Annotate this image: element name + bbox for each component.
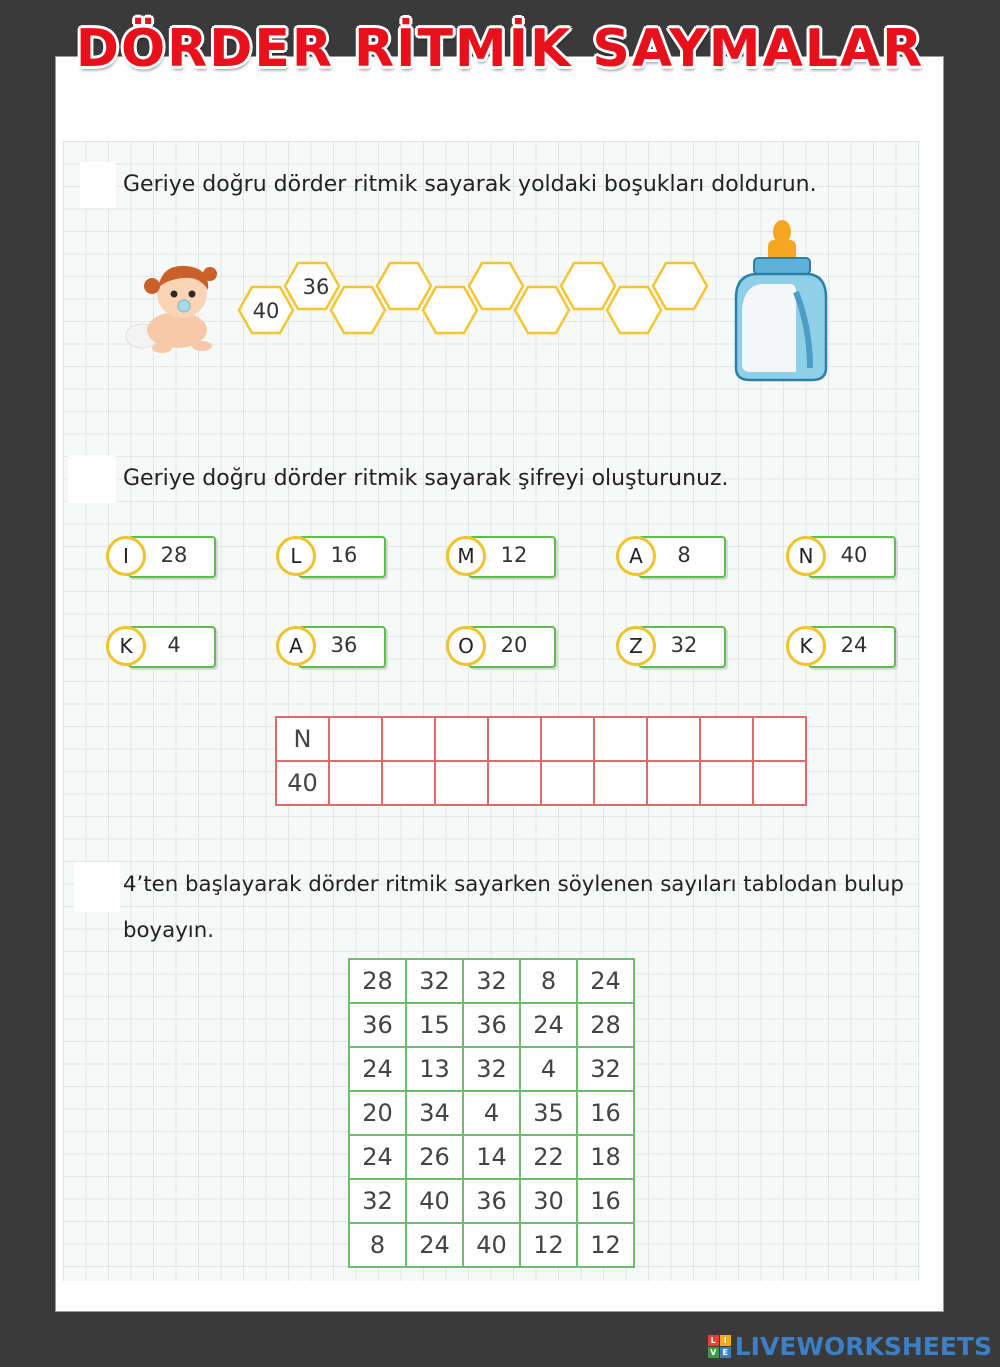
cipher-blank-cell[interactable]	[488, 717, 541, 761]
table-cell[interactable]: 8	[349, 1223, 406, 1267]
cipher-blank-cell[interactable]	[647, 717, 700, 761]
table-cell[interactable]: 34	[406, 1091, 463, 1135]
hex-cell	[607, 287, 661, 333]
code-letter: L	[276, 536, 316, 576]
brand-name: LIVEWORKSHEETS	[734, 1331, 992, 1361]
cipher-cell: N	[276, 717, 329, 761]
code-item	[106, 624, 216, 670]
table-cell[interactable]: 12	[520, 1223, 577, 1267]
table-row	[349, 1223, 634, 1267]
cipher-blank-cell[interactable]	[753, 717, 806, 761]
code-letter: M	[446, 536, 486, 576]
cipher-blank-cell[interactable]	[541, 761, 594, 805]
cipher-blank-cell[interactable]	[753, 761, 806, 805]
cipher-blank-cell[interactable]	[329, 761, 382, 805]
code-number: 24	[840, 633, 868, 657]
table-cell[interactable]: 36	[463, 1003, 520, 1047]
code-item	[276, 624, 386, 670]
table-cell[interactable]: 16	[577, 1091, 634, 1135]
code-number: 36	[330, 633, 358, 657]
table-cell[interactable]: 28	[349, 959, 406, 1003]
table-cell[interactable]: 8	[520, 959, 577, 1003]
cipher-blank-cell[interactable]	[594, 761, 647, 805]
table-cell[interactable]: 4	[463, 1091, 520, 1135]
code-item	[786, 624, 896, 670]
code-number: 16	[330, 543, 358, 567]
hex-cell	[469, 263, 523, 309]
table-cell[interactable]: 32	[577, 1047, 634, 1091]
table-row	[349, 1047, 634, 1091]
code-number: 20	[500, 633, 528, 657]
worksheet-title: DÖRDER RİTMİK SAYMALAR	[75, 19, 925, 79]
cipher-blank-cell[interactable]	[700, 761, 753, 805]
baby-bottle-icon	[724, 218, 834, 388]
code-number: 12	[500, 543, 528, 567]
cipher-blank-cell[interactable]	[435, 717, 488, 761]
code-item	[616, 534, 726, 580]
table-cell[interactable]: 32	[349, 1179, 406, 1223]
code-letter: Z	[616, 626, 656, 666]
code-letter: A	[276, 626, 316, 666]
table-row	[349, 1179, 634, 1223]
table-cell[interactable]: 18	[577, 1135, 634, 1179]
table-cell[interactable]: 26	[406, 1135, 463, 1179]
hex-cell	[423, 287, 477, 333]
hex-cell	[653, 263, 707, 309]
number-table	[348, 958, 635, 1268]
code-number: 8	[677, 543, 691, 567]
code-item	[106, 534, 216, 580]
table-cell[interactable]: 40	[463, 1223, 520, 1267]
table-cell[interactable]: 30	[520, 1179, 577, 1223]
hex-cell	[561, 263, 615, 309]
code-number: 4	[167, 633, 181, 657]
table-cell[interactable]: 22	[520, 1135, 577, 1179]
table-cell[interactable]: 20	[349, 1091, 406, 1135]
table-cell[interactable]: 16	[577, 1179, 634, 1223]
table-cell[interactable]: 24	[520, 1003, 577, 1047]
table-cell[interactable]: 36	[463, 1179, 520, 1223]
cipher-cell: 40	[276, 761, 329, 805]
code-number: 32	[670, 633, 698, 657]
table-cell[interactable]: 32	[463, 1047, 520, 1091]
table-cell[interactable]: 35	[520, 1091, 577, 1135]
table-cell[interactable]: 12	[577, 1223, 634, 1267]
code-number: 28	[160, 543, 188, 567]
cipher-blank-cell[interactable]	[329, 717, 382, 761]
section3-instruction-line1: 4’ten başlayarak dörder ritmik sayarken söylenen sayıları tablodan bulup	[123, 872, 904, 897]
table-cell[interactable]: 24	[577, 959, 634, 1003]
hex-cell	[515, 287, 569, 333]
hex-value-2: 36	[302, 275, 330, 299]
code-item	[446, 534, 556, 580]
cipher-blank-cell[interactable]	[700, 717, 753, 761]
code-item	[786, 534, 896, 580]
section2-instruction: Geriye doğru dörder ritmik sayarak şifreyi oluşturunuz.	[123, 466, 729, 491]
liveworksheets-logo	[708, 1331, 992, 1361]
table-cell[interactable]: 24	[349, 1135, 406, 1179]
cipher-blank-cell[interactable]	[488, 761, 541, 805]
table-cell[interactable]: 36	[349, 1003, 406, 1047]
cipher-number-row	[276, 761, 806, 805]
question-number-box-2	[68, 455, 116, 503]
table-cell[interactable]: 40	[406, 1179, 463, 1223]
table-row	[349, 959, 634, 1003]
section3-instruction-line2: boyayın.	[123, 918, 214, 943]
cipher-blank-cell[interactable]	[382, 717, 435, 761]
table-row	[349, 1135, 634, 1179]
logo-squares-icon: L I V E	[708, 1335, 731, 1358]
section1-instruction: Geriye doğru dörder ritmik sayarak yoldaki boşukları doldurun.	[123, 172, 817, 197]
question-number-box-1	[80, 162, 116, 208]
cipher-blank-cell[interactable]	[647, 761, 700, 805]
code-letter: A	[616, 536, 656, 576]
code-number: 40	[840, 543, 868, 567]
table-cell[interactable]: 24	[349, 1047, 406, 1091]
table-cell[interactable]: 15	[406, 1003, 463, 1047]
table-cell[interactable]: 24	[406, 1223, 463, 1267]
table-row	[349, 1003, 634, 1047]
code-letter: I	[106, 536, 146, 576]
code-letter: O	[446, 626, 486, 666]
table-cell[interactable]: 32	[463, 959, 520, 1003]
code-letter: N	[786, 536, 826, 576]
hex-cell	[377, 263, 431, 309]
hex-cell	[331, 287, 385, 333]
code-item	[276, 534, 386, 580]
table-row	[349, 1091, 634, 1135]
cipher-blank-cell[interactable]	[435, 761, 488, 805]
cipher-blank-cell[interactable]	[541, 717, 594, 761]
cipher-letter-row	[276, 717, 806, 761]
table-cell[interactable]: 14	[463, 1135, 520, 1179]
cipher-blank-cell[interactable]	[382, 761, 435, 805]
hex-value-1: 40	[252, 299, 280, 323]
code-letter: K	[786, 626, 826, 666]
question-number-box-3	[74, 862, 120, 912]
code-letter: K	[106, 626, 146, 666]
table-cell[interactable]: 28	[577, 1003, 634, 1047]
baby-icon	[122, 258, 222, 358]
cipher-blank-cell[interactable]	[594, 717, 647, 761]
table-cell[interactable]: 32	[406, 959, 463, 1003]
code-item	[446, 624, 556, 670]
table-cell[interactable]: 13	[406, 1047, 463, 1091]
cipher-grid	[275, 716, 807, 806]
table-cell[interactable]: 4	[520, 1047, 577, 1091]
code-item	[616, 624, 726, 670]
